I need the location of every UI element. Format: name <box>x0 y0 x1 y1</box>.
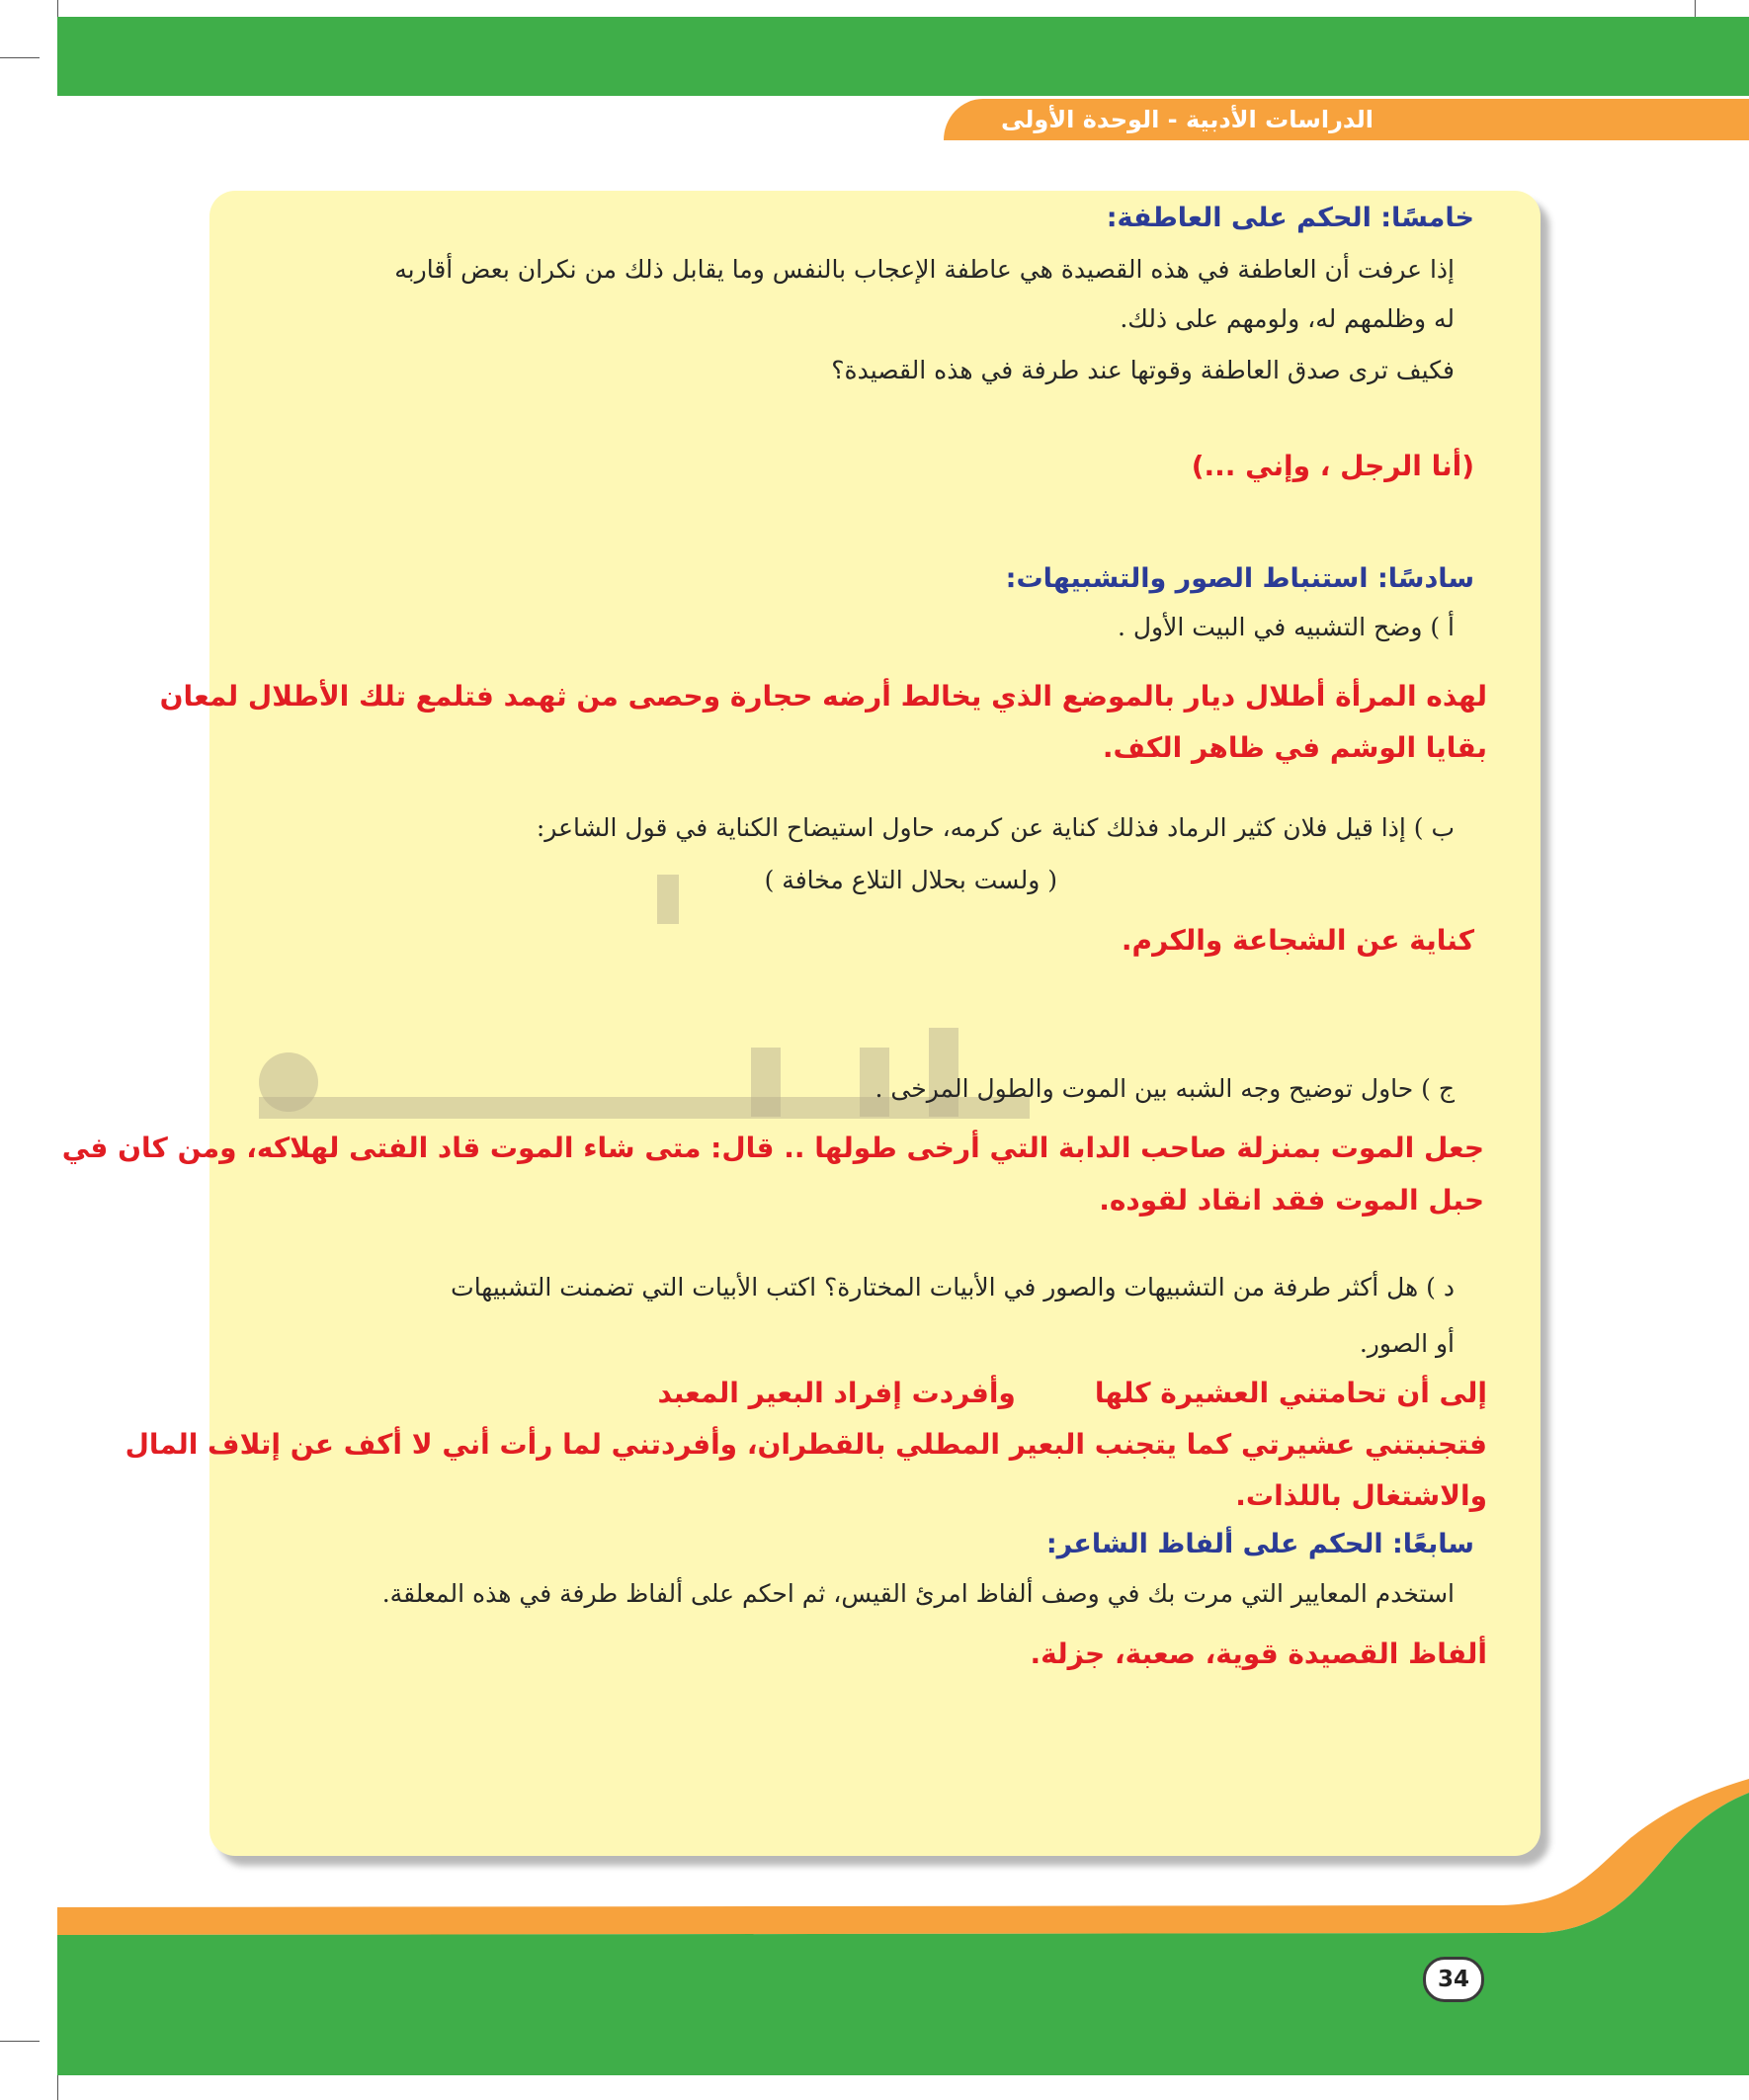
question-c: ج ) حاول توضيح وجه الشبه بين الموت والطول المرخى . <box>874 1074 1455 1103</box>
answer-d: والاشتغال باللذات. <box>1235 1479 1487 1512</box>
crop-mark <box>0 57 40 58</box>
question-seventh: استخدم المعايير التي مرت بك في وصف ألفاظ امرئ القيس، ثم احكم على ألفاظ طرفة في هذه المعلقة. <box>381 1579 1455 1608</box>
top-green-band <box>57 17 1749 96</box>
answer-a: بقايا الوشم في ظاهر الكف. <box>1102 731 1487 764</box>
section-heading-seventh: سابعًا: الحكم على ألفاظ الشاعر: <box>1045 1529 1474 1559</box>
question-line: له وظلمهم له، ولومهم على ذلك. <box>1120 304 1455 333</box>
unit-title: الدراسات الأدبية - الوحدة الأولى <box>1001 106 1374 133</box>
question-line: إذا عرفت أن العاطفة في هذه القصيدة هي عاطفة الإعجاب بالنفس وما يقابل ذلك من نكران بعض أقاربه <box>394 255 1455 284</box>
answer-fifth: (أنا الرجل ، وإني ...) <box>1191 450 1474 482</box>
section-heading-fifth: خامسًا: الحكم على العاطفة: <box>1106 203 1474 233</box>
question-line: فكيف ترى صدق العاطفة وقوتها عند طرفة في هذه القصيدة؟ <box>831 356 1455 384</box>
verse-second-hemistich: وأفردت إفراد البعير المعبد <box>657 1377 1016 1409</box>
section-heading-sixth: سادسًا: استنباط الصور والتشبيهات: <box>1005 563 1474 594</box>
answer-c: جعل الموت بمنزلة صاحب الدابة التي أرخى طولها .. قال: متى شاء الموت قاد الفتى لهلاكه، ومن كان في <box>61 1132 1484 1164</box>
page-number: 34 <box>1423 1957 1484 2002</box>
answer-b: كناية عن الشجاعة والكرم. <box>1121 924 1474 957</box>
answer-c: حبل الموت فقد انقاد لقوده. <box>1099 1184 1484 1217</box>
header-tab <box>944 99 1749 140</box>
question-b: ب ) إذا قيل فلان كثير الرماد فذلك كناية عن كرمه، حاول استيضاح الكناية في قول الشاعر: <box>536 813 1455 842</box>
answer-d: فتجنبتني عشيرتي كما يتجنب البعير المطلي بالقطران، وأفردتني لما رأت أني لا أكف عن إتلاف المال <box>125 1428 1487 1461</box>
quote-b: ( ولست بحلال التلاع مخافة ) <box>764 866 1057 894</box>
watermark-logo <box>657 875 679 924</box>
verse-line <box>658 1377 1487 1409</box>
question-d: أو الصور. <box>1359 1329 1455 1358</box>
watermark-logo <box>751 1048 781 1117</box>
question-a: أ ) وضح التشبيه في البيت الأول . <box>1117 613 1455 641</box>
question-d: د ) هل أكثر طرفة من التشبيهات والصور في الأبيات المختارة؟ اكتب الأبيات التي تضمنت التشبيهات <box>451 1273 1455 1302</box>
answer-a: لهذه المرأة أطلال ديار بالموضع الذي يخالط أرضه حجارة وحصى من ثهمد فتلمع تلك الأطلال لمعان <box>159 680 1487 713</box>
verse-first-hemistich: إلى أن تحامتني العشيرة كلها <box>1094 1377 1487 1409</box>
footer-wave <box>0 1779 1749 2100</box>
watermark-logo <box>929 1028 958 1117</box>
answer-seventh: ألفاظ القصيدة قوية، صعبة، جزلة. <box>1030 1638 1487 1670</box>
